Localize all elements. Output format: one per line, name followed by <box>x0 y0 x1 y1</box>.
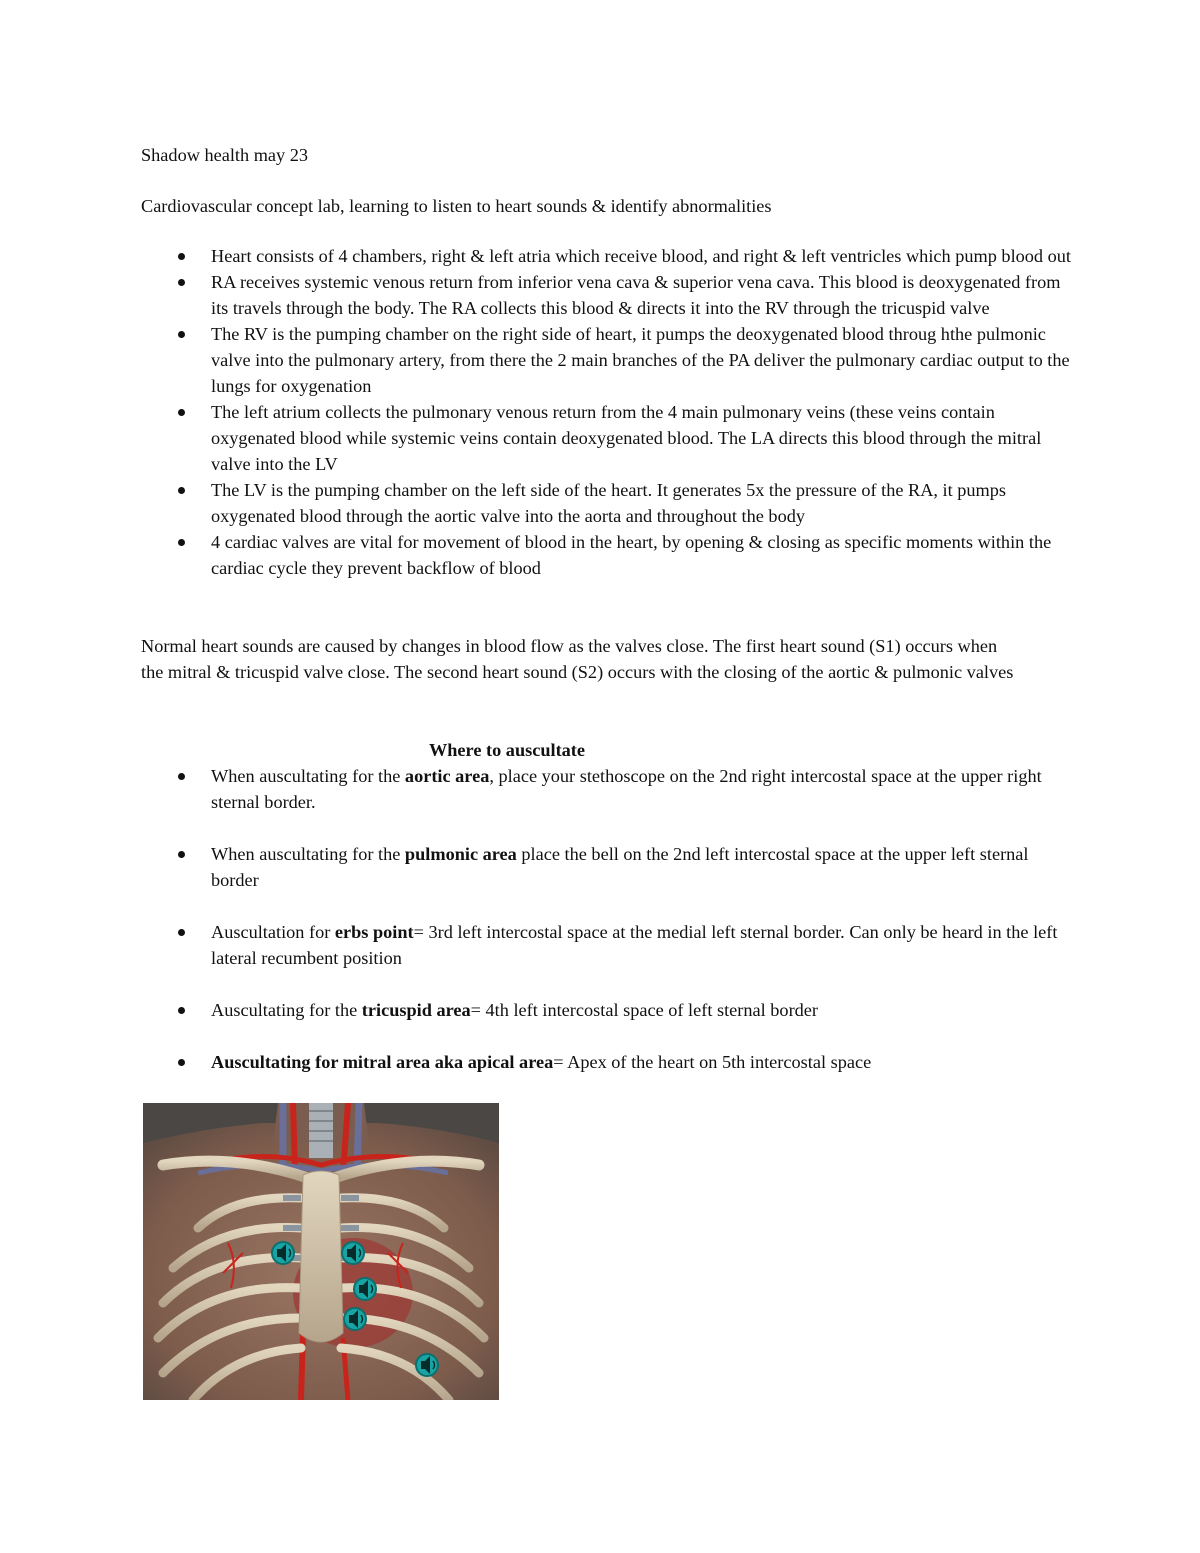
bullet-icon <box>178 487 185 494</box>
list-item-text: Heart consists of 4 chambers, right & left atria which receive blood, and right & left ventricles which pump blood out <box>211 246 1072 266</box>
list-item-text: The left atrium collects the pulmonary venous return from the 4 main pulmonary veins (these veins contain oxygenated blood while systemic veins contain deoxygenated blood. The LA directs this blood through the mitral valve into the LV <box>211 402 1042 474</box>
list-item <box>141 269 1071 321</box>
list-item <box>141 399 1071 477</box>
sternum <box>299 1171 343 1342</box>
tricuspid-marker[interactable] <box>344 1308 366 1330</box>
list-item <box>141 243 1071 269</box>
bullet-icon <box>178 1059 185 1066</box>
carotid-artery-right <box>293 1103 295 1173</box>
list-item-text: The RV is the pumping chamber on the right side of heart, it pumps the deoxygenated blood throug hthe pulmonic valve into the pulmonary artery, from there the 2 main branches of the PA deliver the pulmonary cardiac output to the lungs for oxygenation <box>211 324 1070 396</box>
heart-chambers-list <box>141 243 1071 581</box>
bullet-icon <box>178 253 185 260</box>
list-item-bold: Auscultating for mitral area aka apical area <box>211 1052 554 1072</box>
list-item <box>141 919 1071 971</box>
heart-sounds-paragraph: Normal heart sounds are caused by changes in blood flow as the valves close. The first heart sound (S1) occurs when the mitral & tricuspid valve close. The second heart sound (S2) occurs with the closing of the aortic & pulmonic valves <box>141 636 1014 682</box>
list-item <box>141 477 1071 529</box>
bullet-icon <box>178 539 185 546</box>
aorta-descending <box>301 1333 303 1400</box>
list-item-pre: Auscultating for the <box>211 1000 362 1020</box>
pulmonic-marker[interactable] <box>342 1242 364 1264</box>
chest-anatomy-illustration <box>143 1103 499 1400</box>
list-item <box>141 997 1071 1023</box>
bullet-icon <box>178 409 185 416</box>
list-item-bold: pulmonic area <box>404 844 517 864</box>
bullet-icon <box>178 331 185 338</box>
bullet-icon <box>178 1007 185 1014</box>
list-item-post: = Apex of the heart on 5th intercostal space <box>553 1052 872 1072</box>
list-item-post: place the bell on the 2nd left intercostal space at the upper left sternal border <box>211 844 1029 890</box>
list-item-bold: tricuspid area <box>361 1000 471 1020</box>
list-item-bold: erbs point <box>334 922 414 942</box>
list-item <box>141 529 1071 581</box>
erbs-point-marker[interactable] <box>354 1278 376 1300</box>
list-item-text: The LV is the pumping chamber on the left side of the heart. It generates 5x the pressure of the RA, it pumps oxygenated blood through the aortic valve into the aorta and throughout the body <box>211 480 1007 526</box>
bullet-icon <box>178 773 185 780</box>
list-item <box>141 763 1071 815</box>
list-item-text: 4 cardiac valves are vital for movement of blood in the heart, by opening & closing as specific moments within the cardiac cycle they prevent backflow of blood <box>211 532 1052 578</box>
list-item-bold: aortic area <box>404 766 490 786</box>
bullet-icon <box>178 851 185 858</box>
list-item-text: RA receives systemic venous return from inferior vena cava & superior vena cava. This blood is deoxygenated from its travels through the body. The RA collects this blood & directs it into the RV through the tricuspid valve <box>211 272 1061 318</box>
section-heading: Where to auscultate <box>428 740 586 760</box>
list-item-pre: When auscultating for the <box>211 844 405 864</box>
document-subtitle: Cardiovascular concept lab, learning to listen to heart sounds & identify abnormalities <box>141 196 772 216</box>
list-item-pre: When auscultating for the <box>211 766 405 786</box>
auscultation-list <box>141 763 1071 1075</box>
list-item <box>141 841 1071 893</box>
aortic-marker[interactable] <box>272 1242 294 1264</box>
list-item <box>141 1049 1071 1075</box>
list-item-post: = 3rd left intercostal space at the medial left sternal border. Can only be heard in the left lateral recumbent position <box>211 922 1058 968</box>
mitral-marker[interactable] <box>416 1354 438 1376</box>
bullet-icon <box>178 279 185 286</box>
list-item-pre: Auscultation for <box>211 922 335 942</box>
chest-anatomy-image <box>143 1103 499 1400</box>
list-item <box>141 321 1071 399</box>
document-title: Shadow health may 23 <box>141 145 309 165</box>
list-item-post: , place your stethoscope on the 2nd right intercostal space at the upper right sternal border. <box>211 766 1042 812</box>
list-item-post: = 4th left intercostal space of left sternal border <box>470 1000 819 1020</box>
bullet-icon <box>178 929 185 936</box>
